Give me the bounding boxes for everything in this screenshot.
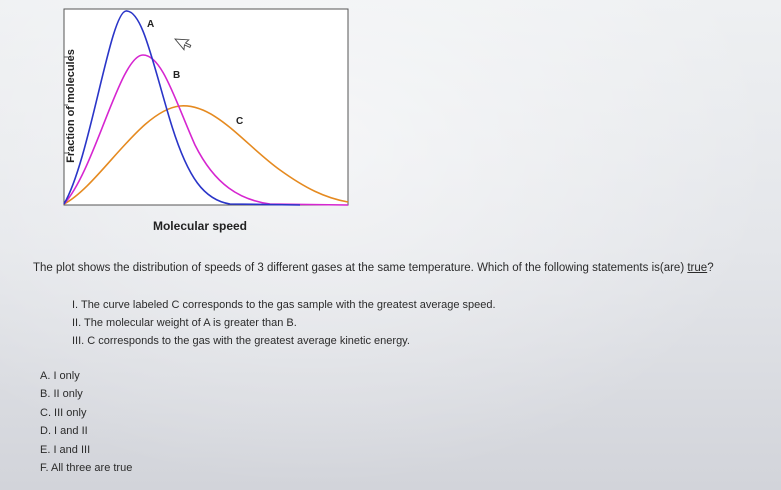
- answer-option[interactable]: F. All three are true: [40, 462, 133, 475]
- statement-item: II. The molecular weight of A is greater than B.: [72, 317, 297, 329]
- question-text: [33, 262, 714, 274]
- statement-item: I. The curve labeled C corresponds to the gas sample with the greatest average speed.: [72, 299, 496, 311]
- curve-label-a: A: [147, 19, 155, 30]
- question-body: The plot shows the distribution of speeds of 3 different gases at the same temperature. Which of the following statements is(are): [33, 262, 688, 274]
- answer-option[interactable]: C. III only: [40, 406, 87, 419]
- question-end: ?: [707, 262, 714, 274]
- question-underlined-word: true: [687, 262, 708, 274]
- answer-option[interactable]: D. I and II: [40, 425, 88, 438]
- x-axis-label: Molecular speed: [152, 219, 248, 233]
- y-axis-label: Fraction of molecules: [65, 49, 77, 163]
- answer-options: [40, 367, 132, 477]
- answer-option[interactable]: E. I and III: [40, 443, 91, 456]
- statement-item: III. C corresponds to the gas with the greatest average kinetic energy.: [72, 335, 410, 347]
- plot-svg: [30, 0, 370, 240]
- statements-list: [72, 296, 496, 350]
- curve-label-c: C: [236, 116, 244, 127]
- answer-option[interactable]: B. II only: [40, 388, 83, 401]
- answer-option[interactable]: A. I only: [40, 370, 80, 382]
- speed-distribution-plot: [30, 0, 370, 240]
- curve-label-b: B: [173, 70, 181, 81]
- plot-frame: [64, 9, 348, 205]
